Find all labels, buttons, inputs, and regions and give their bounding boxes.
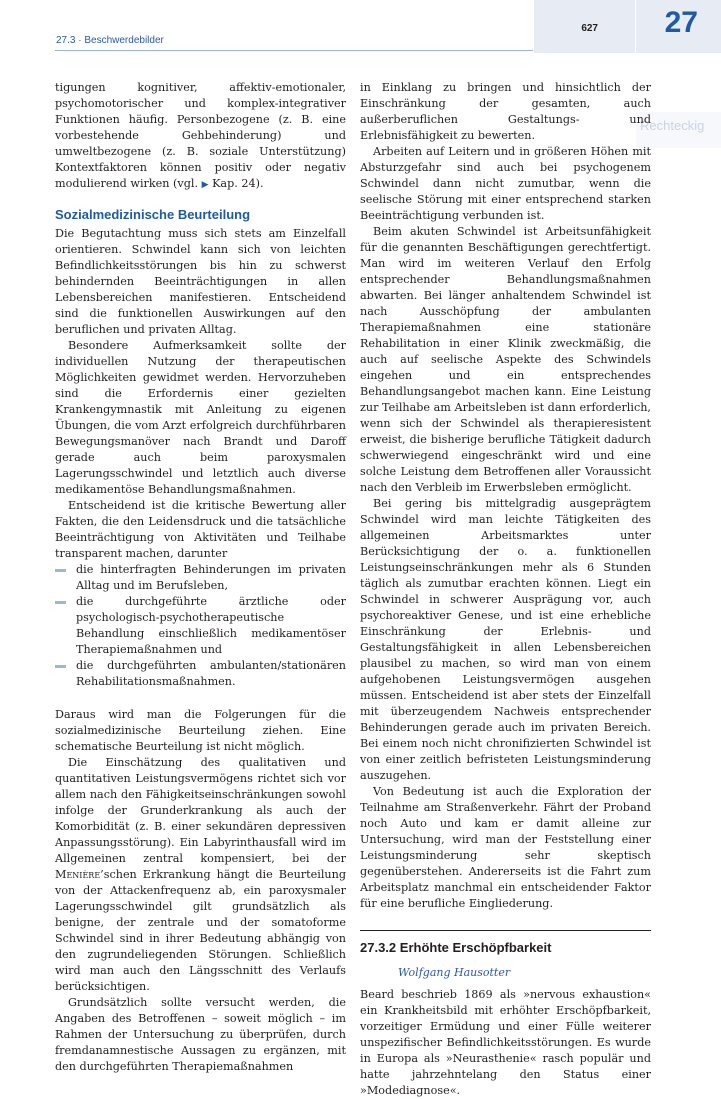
paragraph <box>55 755 346 995</box>
paragraph: Die Begutachtung muss sich stets am Einzelfall orientieren. Schwindel kann sich von leichten Befindlichkeitsstörungen bis hin zu schwerst behindernden Beeinträchtigungen in allen Lebensbereichen manifestieren. Entscheidend sind die funktionellen Auswirkungen auf den beruflichen und privaten Alltag. <box>55 227 346 336</box>
paragraph: in Einklang zu bringen und hinsichtlich der Einschränkung der gesamten, auch außerberuflichen Gestaltungs- und Erlebnisfähigkeit zu bewerten. <box>360 81 651 142</box>
paragraph: Von Bedeutung ist auch die Exploration der Teilnahme am Straßenverkehr. Fährt der Proband noch Auto und kam er damit alleine zur Untersuchung, wird man der Feststellung einer Leistungsminderung sehr skeptisch gegenüberstehen. Andererseits ist die Fahrt zum Arbeitsplatz manchmal ein entscheidender Faktor für eine berufliche Eingliederung. <box>360 785 651 910</box>
paragraph: Arbeiten auf Leitern und in größeren Höhen mit Absturzgefahr sind auch bei psychogenem Schwindel dann nicht zumutbar, wenn die seelische Störung mit einer entsprechend starken Beeinträchtigung verbunden ist. <box>360 145 651 222</box>
section-heading: Sozialmedizinische Beurteilung <box>55 207 251 222</box>
paragraph: Daraus wird man die Folgerungen für die sozialmedizinische Beurteilung ziehen. Eine schematische Beurteilung ist nicht möglich. <box>55 708 346 753</box>
right-column <box>360 80 651 1099</box>
paragraph-text: Die Einschätzung des qualitativen und quantitativen Leistungsvermögens richtet sich vor allem nach den Fähigkeitseinschränkungen sowohl infolge der Grunderkrankung als auch der Komorbidität (z. B. einer sekundären depressiven Anpassungsstörung). Ein Labyrinthausfall wird im Allgemeinen zentral kompensiert, bei der <box>55 756 346 865</box>
page-number: 627 <box>581 23 598 34</box>
author-name: Wolfgang Hausotter <box>398 966 511 979</box>
paragraph-text: tigungen kognitiver, affektiv-emotionaler, psychomotorischer und komplex-integrativer Funktionen häufig. Personbezogene (z. B. eine vorbestehende Gehbehinderung) und umweltbezogene (z. B. soziale Unterstützung) Kontextfaktoren können positiv oder negativ modulierend wirken (vgl. <box>55 81 346 190</box>
running-header-section: 27.3 · Beschwerdebilder <box>56 35 164 46</box>
dash-list <box>55 562 346 690</box>
paragraph: Grundsätzlich sollte versucht werden, die Angaben des Betroffenen – soweit möglich – im Rahmen der Untersuchung zu überprüfen, durch fremdanamnestische Aussagen zu ergänzen, mit den durchgeführten Therapiemaßnahmen <box>55 996 346 1073</box>
header-rule <box>55 50 533 51</box>
cross-reference-link[interactable]: Kap. 24 <box>212 177 256 190</box>
ghost-shape-label: Rechteckig <box>640 118 705 133</box>
paragraph <box>55 80 346 193</box>
paragraph: Beard beschrieb 1869 als »nervous exhaustion« ein Krankheitsbild mit erhöhter Erschöpfbarkeit, vorzeitiger Ermüdung und einer Fülle weiterer unspezifischer Befindlichkeitsstörungen. Es wurde in Europa als »Neurasthenie« rasch populär und hatte jahrzehntelang den Status einer »Modediagnose«. <box>360 988 651 1097</box>
list-item: die hinterfragten Behinderungen im privaten Alltag und im Berufsleben, <box>55 562 346 594</box>
left-column <box>55 80 346 1075</box>
paragraph: Entscheidend ist die kritische Bewertung aller Fakten, die den Leidensdruck und die tatsächliche Beeinträchtigung von Aktivitäten und Teilhabe transparent machen, darunter <box>55 499 346 560</box>
paragraph: Beim akuten Schwindel ist Arbeitsunfähigkeit für die genannten Beschäftigungen gerechtfertigt. Man wird im weiteren Verlauf den Erfolg entsprechender Behandlungsmaßnahmen abwarten. Bei länger anhaltendem Schwindel ist nach Ausschöpfung der ambulanten Therapiemaßnahmen eine stationäre Rehabilitation in einer Klinik zweckmäßig, die auch auf seelische Aspekte des Schwindels eingehen und ein entsprechendes Behandlungsangebot machen kann. Eine Leistung zur Teilhabe am Arbeitsleben ist dann erforderlich, wenn sich der Schwindel als therapieresistent erweist, die bisherige berufliche Tätigkeit dadurch schwerwiegend eingeschränkt wird und eine solche Leistung dem Betroffenen aller Voraussicht nach den Verbleib im Erwerbsleben ermöglicht. <box>360 225 651 494</box>
spacer <box>55 690 346 707</box>
list-item: die durchgeführte ärztliche oder psychologisch-psychotherapeutische Behandlung einschließlich medikamentöser Therapiemaßnahmen und <box>55 594 346 658</box>
subsection-heading <box>360 939 651 957</box>
paragraph-text: ’schen Erkrankung hängt die Beurteilung von der Attackenfrequenz ab, ein paroxysmaler Lagerungsschwindel gilt grundsätzlich als benigne, der zentrale und der somatoforme Schwindel sind in ihrer Bedeutung abhängig von den zugrundeliegenden Störungen. Schließlich wird man auch den Längsschnitt des Verlaufs berücksichtigen. <box>55 868 346 993</box>
subsection-number: 27.3.2 <box>360 940 397 955</box>
paragraph-text: ). <box>255 177 264 190</box>
chapter-number: 27 <box>664 6 698 39</box>
eponym-smallcaps: Menière <box>55 868 101 881</box>
paragraph: Besondere Aufmerksamkeit sollte der individuellen Nutzung der therapeutischen Möglichkeiten gewidmet werden. Hervorzuheben sind die Erfordernis einer gezielten Krankengymnastik mit Anleitung zu eigenen Übungen, die vom Arzt erfolgreich durchführbaren Bewegungsmanöver nach Brandt und Daroff gerade auch beim paroxysmalen Lagerungsschwindel und letztlich auch diverse medikamentöse Behandlungsmaßnahmen. <box>55 339 346 496</box>
subsection-title: Erhöhte Erschöpfbarkeit <box>399 940 552 955</box>
paragraph: Bei gering bis mittelgradig ausgeprägtem Schwindel wird man leichte Tätigkeiten des allgemeinen Arbeitsmarktes unter Berücksichtigung der o. a. funktionellen Leistungseinschränkungen mehr als 6 Stunden täglich als zumutbar erachten können. Liegt ein Schwindel in schwerer Ausprägung vor, auch psychoreaktiver Genese, und ist eine erhebliche Einschränkung der Erlebnis- und Gestaltungsfähigkeit in allen Lebensbereichen plausibel zu machen, so wird man von einem aufgehobenen Leistungsvermögen ausgehen müssen. Entscheidend ist aber stets der Einzelfall mit überzeugendem Nachweis entsprechender Behinderungen gerade auch im privaten Bereich. Bei einem noch nicht chronifizierten Schwindel ist von einer zeitlich befristeten Leistungsminderung auszugehen. <box>360 497 651 782</box>
cross-reference-arrow-icon: ▶ <box>201 180 209 190</box>
subsection-rule <box>360 930 651 931</box>
list-item: die durchgeführten ambulanten/stationären Rehabilitationsmaßnahmen. <box>55 658 346 690</box>
